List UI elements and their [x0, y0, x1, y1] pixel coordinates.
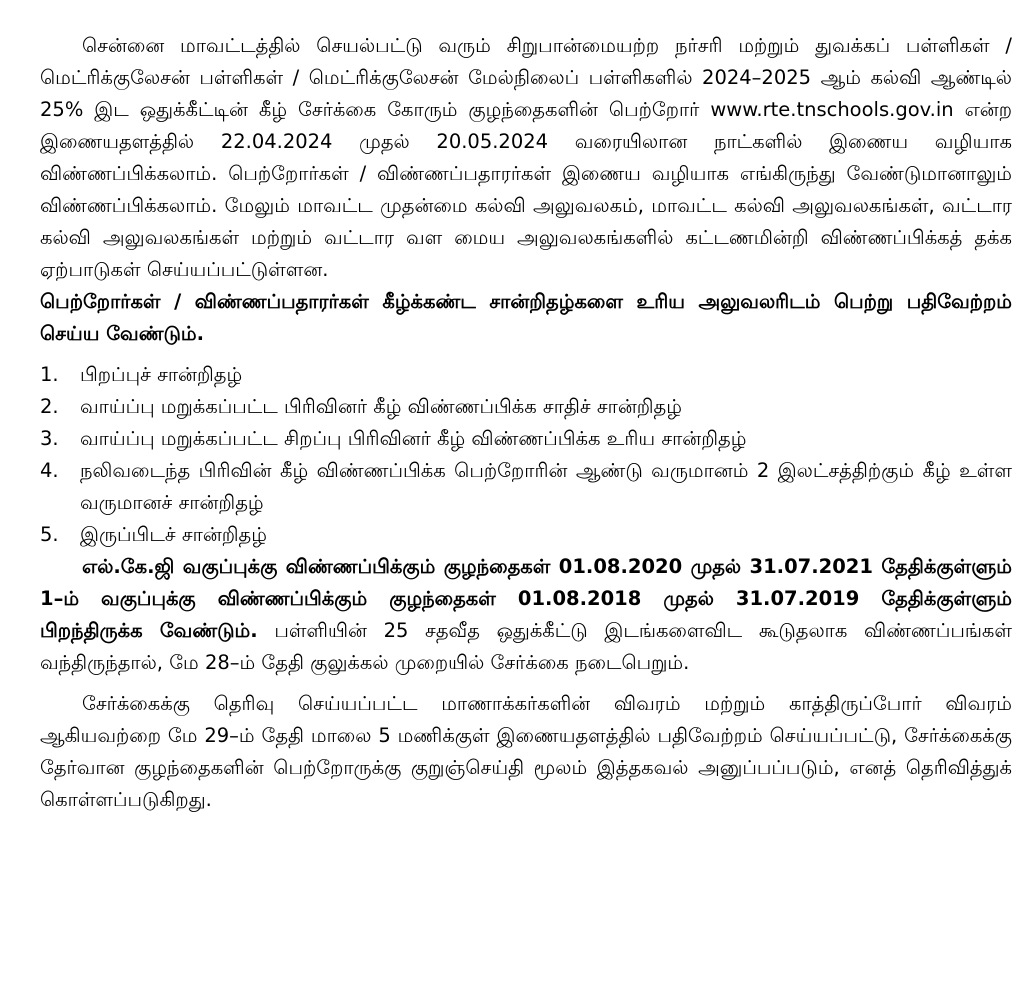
- eligibility-paragraph: [40, 551, 1012, 679]
- results-paragraph: சேர்க்கைக்கு தெரிவு செய்யப்பட்ட மாணாக்கர்களின் விவரம் மற்றும் காத்திருப்போர் விவரம் ஆகியவற்றை மே 29–ம் தேதி மாலை 5 மணிக்குள் இணையதளத்தில் பதிவேற்றம் செய்யப்பட்டு, சேர்க்கைக்கு தேர்வான குழந்தைகளின் பெற்றோருக்கு குறுஞ்செய்தி மூலம் இத்தகவல் அனுப்பப்படும், எனத் தெரிவித்துக் கொள்ளப்படுகிறது.: [40, 692, 1012, 811]
- list-item-text: நலிவடைந்த பிரிவின் கீழ் விண்ணப்பிக்க பெற்றோரின் ஆண்டு வருமானம் 2 இலட்சத்திற்கும் கீழ் உள்ள வருமானச் சான்றிதழ்: [80, 459, 1012, 514]
- list-item-text: இருப்பிடச் சான்றிதழ்: [80, 523, 267, 546]
- list-item-number: 2.: [40, 395, 59, 418]
- list-item-text: வாய்ப்பு மறுக்கப்பட்ட பிரிவினர் கீழ் விண்ணப்பிக்க சாதிச் சான்றிதழ்: [80, 395, 682, 418]
- eligibility-dates: எல்.கே.ஜி வகுப்புக்கு விண்ணப்பிக்கும் குழந்தைகள் 01.08.2020 முதல் 31.07.2021 தேதிக்குள்ளும் 1–ம் வகுப்புக்கு விண்ணப்பிக்கும் குழந்தைகள் 01.08.2018 முதல் 31.07.2019 தேதிக்குள்ளும் பிறந்திருக்க வேண்டும்.: [40, 555, 1012, 642]
- list-item-number: 5.: [40, 523, 59, 546]
- documents-heading: பெற்றோர்கள் / விண்ணப்பதாரர்கள் கீழ்க்கண்ட சான்றிதழ்களை உரிய அலுவலரிடம் பெற்று பதிவேற்றம் செய்ய வேண்டும்.: [40, 290, 1012, 345]
- list-item-number: 3.: [40, 427, 59, 450]
- list-item-number: 1.: [40, 363, 59, 386]
- list-item: [40, 455, 1012, 519]
- intro-paragraph: சென்னை மாவட்டத்தில் செயல்பட்டு வரும் சிறுபான்மையற்ற நர்சரி மற்றும் துவக்கப் பள்ளிகள் / மெட்ரிக்குலேசன் பள்ளிகள் / மெட்ரிக்குலேசன் மேல்நிலைப் பள்ளிகளில் 2024–2025 ஆம் கல்வி ஆண்டில் 25% இட ஒதுக்கீட்டின் கீழ் சேர்க்கை கோரும் குழந்தைகளின் பெற்றோர் www.rte.tnschools.gov.in என்ற இணையதளத்தில் 22.04.2024 முதல் 20.05.2024 வரையிலான நாட்களில் இணைய வழியாக விண்ணப்பிக்கலாம். பெற்றோர்கள் / விண்ணப்பதாரர்கள் இணைய வழியாக எங்கிருந்து வேண்டுமானாலும் விண்ணப்பிக்கலாம். மேலும் மாவட்ட முதன்மை கல்வி அலுவலகம், மாவட்ட கல்வி அலுவலகங்கள், வட்டார கல்வி அலுவலகங்கள் மற்றும் வட்டார வள மைய அலுவலகங்களில் கட்டணமின்றி விண்ணப்பிக்கத் தக்க ஏற்பாடுகள் செய்யப்பட்டுள்ளன.: [40, 34, 1012, 281]
- list-item: [40, 391, 1012, 423]
- required-documents-list: [40, 359, 1012, 551]
- list-item: [40, 359, 1012, 391]
- list-item-number: 4.: [40, 459, 59, 482]
- list-item: [40, 423, 1012, 455]
- lottery-note: பள்ளியின் 25 சதவீத ஒதுக்கீட்டு இடங்களைவிட கூடுதலாக விண்ணப்பங்கள் வந்திருந்தால், மே 28–ம் தேதி குலுக்கல் முறையில் சேர்க்கை நடைபெறும்.: [40, 619, 1012, 674]
- list-item: [40, 519, 1012, 551]
- list-item-text: பிறப்புச் சான்றிதழ்: [80, 363, 243, 386]
- list-item-text: வாய்ப்பு மறுக்கப்பட்ட சிறப்பு பிரிவினர் கீழ் விண்ணப்பிக்க உரிய சான்றிதழ்: [80, 427, 747, 450]
- document-page: [40, 30, 1012, 816]
